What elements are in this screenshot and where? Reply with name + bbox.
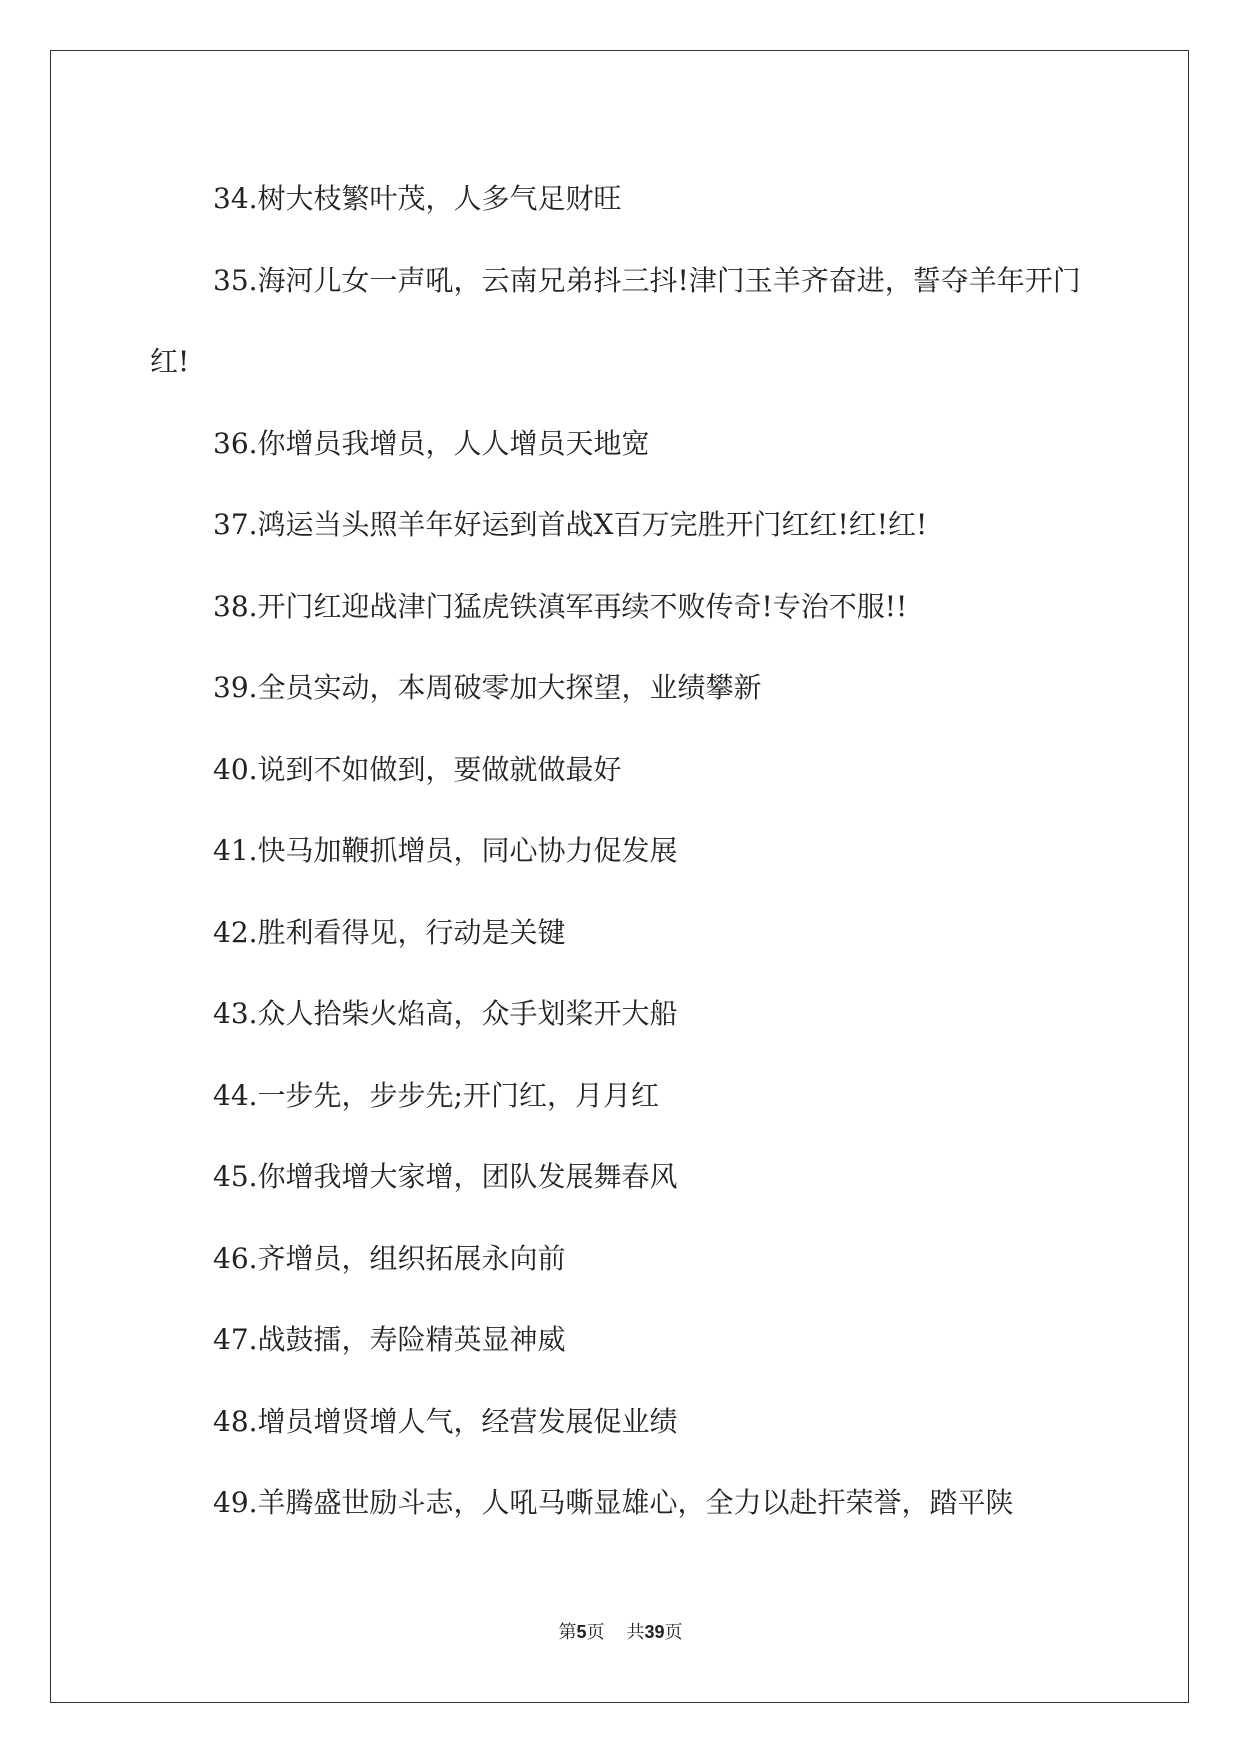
page-footer	[0, 1618, 1241, 1644]
paragraph-44: 44.一步先，步步先;开门红，月月红	[213, 1078, 659, 1112]
paragraph-34: 34.树大枝繁叶茂，人多气足财旺	[213, 182, 622, 215]
footer-page-suffix: 页	[586, 1622, 605, 1643]
paragraph-47: 47.战鼓擂，寿险精英显神威	[213, 1323, 566, 1356]
paragraph-38: 38.开门红迎战津门猛虎铁滇军再续不败传奇!专治不服!!	[213, 589, 908, 623]
paragraph-42: 42.胜利看得见，行动是关键	[213, 915, 566, 949]
footer-page-number: 5	[576, 1622, 587, 1642]
paragraph-36: 36.你增员我增员，人人增员天地宽	[213, 426, 650, 460]
paragraph-45: 45.你增我增大家增，团队发展舞春风	[213, 1160, 678, 1193]
paragraph-46: 46.齐增员，组织拓展永向前	[213, 1241, 566, 1275]
paragraph-39: 39.全员实动，本周破零加大探望，业绩攀新	[213, 671, 762, 704]
footer-prefix: 第	[558, 1622, 577, 1643]
paragraph-49: 49.羊腾盛世励斗志，人吼马嘶显雄心，全力以赴扞荣誉，踏平陕	[213, 1486, 1014, 1519]
paragraph-37: 37.鸿运当头照羊年好运到首战X百万完胜开门红红!红!红!	[213, 508, 928, 541]
document-body	[150, 158, 1100, 1544]
footer-total-suffix: 页	[664, 1622, 683, 1643]
paragraph-43: 43.众人拾柴火焰高，众手划桨开大船	[213, 997, 678, 1030]
footer-total-prefix: 共	[626, 1622, 645, 1643]
paragraph-41: 41.快马加鞭抓增员，同心协力促发展	[213, 834, 678, 867]
paragraph-48: 48.增员增贤增人气，经营发展促业绩	[213, 1404, 678, 1438]
footer-total-pages: 39	[644, 1622, 665, 1642]
paragraph-35: 35.海河儿女一声吼，云南兄弟抖三抖!津门玉羊齐奋进，誓夺羊年开门红!	[150, 263, 1081, 378]
paragraph-40: 40.说到不如做到，要做就做最好	[213, 752, 622, 786]
